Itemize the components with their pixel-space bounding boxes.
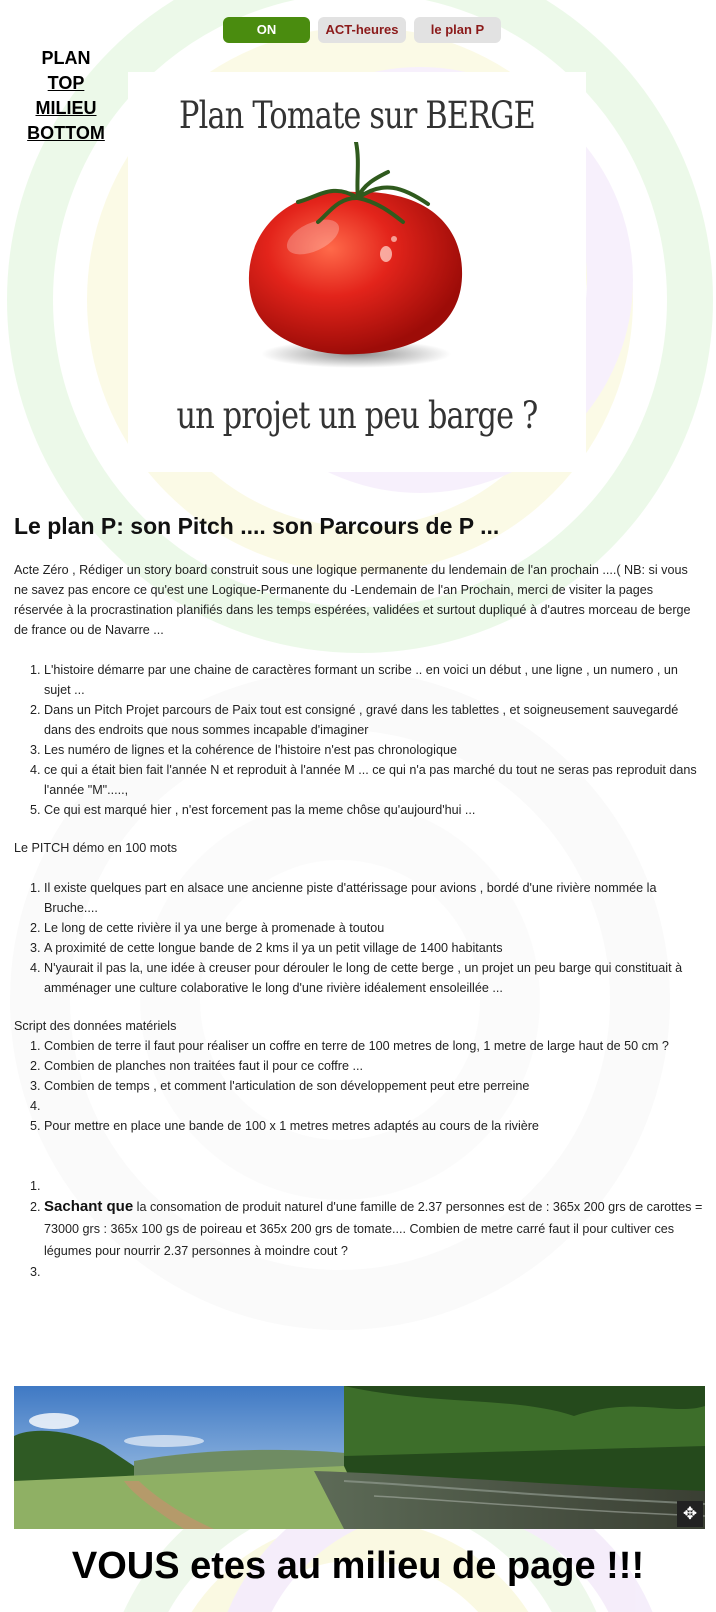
tomato-image (238, 142, 478, 402)
on-button[interactable]: ON (223, 17, 310, 43)
item-text: la consomation de produit naturel d'une famille de 2.37 personnes est de : 365x 200 grs de carottes = 73000 grs : 365x 100 gs de poireau et 365x 200 grs de tomate.... Combien de metre carré faut il pour cultiver ces légumes pour nourrir 2.37 personnes à moindre cout ? (44, 1200, 703, 1258)
side-navigation (14, 46, 118, 146)
bold-lead: Sachant que (44, 1198, 134, 1215)
list-item: 3. Combien de temps , et comment l'articulation de son développement peut etre perreine (44, 1076, 704, 1096)
script-list (14, 1036, 704, 1136)
landscape-image (14, 1386, 705, 1529)
list-item: 1. L'histoire démarre par une chaine de caractères formant un scribe .. en voici un début , une ligne , un numero , un sujet ... (44, 660, 704, 700)
list-item: 4. N'yaurait il pas la, une idée à creuser pour dérouler le long de cette berge , un projet un peu barge qui constituait à amménager une culture colaborative le long d'une rivière idéalement ensoleillée ... (44, 958, 704, 998)
story-list (14, 660, 704, 820)
needs-list (14, 1176, 704, 1282)
milieu-link[interactable]: MILIEU (35, 98, 97, 118)
list-item: 3. A proximité de cette longue bande de 2 kms il ya un petit village de 1400 habitants (44, 938, 704, 958)
list-item: 2. Dans un Pitch Projet parcours de Paix tout est consigné , gravé dans les tablettes , et soigneusement sauvegardé dans des endroits que nous sommes incapable d'imaginer (44, 700, 704, 740)
list-item: 1. Combien de terre il faut pour réaliser un coffre en terre de 100 metres de long, 1 metre de large haut de 50 cm ? (44, 1036, 704, 1056)
page-heading: Le plan P: son Pitch .... son Parcours de P ... (14, 513, 500, 539)
hero-image (128, 72, 586, 472)
list-item: 5. Pour mettre en place une bande de 100 x 1 metres metres adaptés au cours de la rivière (44, 1116, 704, 1136)
list-item: 1. Il existe quelques part en alsace une ancienne piste d'attérissage pour avions , bordé d'une rivière nommée la Bruche.... (44, 878, 704, 918)
hero-title: Plan Tomate sur BERGE (179, 94, 535, 137)
plan-label: PLAN (41, 48, 91, 68)
hero-subtitle: un projet un peu barge ? (176, 394, 538, 437)
list-item: 2. Combien de planches non traitées faut il pour ce coffre ... (44, 1056, 704, 1076)
list-item: 4. ce qui a était bien fait l'année N et reproduit à l'année M ... ce qui n'a pas marché du tout ne seras pas reproduit dans l'année "M"....., (44, 760, 704, 800)
plan-p-button[interactable]: le plan P (414, 17, 501, 43)
top-navigation (223, 17, 501, 43)
bottom-link[interactable]: BOTTOM (27, 123, 105, 143)
script-label: Script des données matériels (14, 1019, 177, 1033)
intro-paragraph: Acte Zéro , Rédiger un story board construit sous une logique permanente du lendemain de l'an prochain ....( NB: si vous ne savez pas encore ce qu'est une Logique-Permanente du -Lendemain de l'an Prochain, merci de visiter la pages réservée à la procrastination planifiés dans les temps espérées, validées et surtout dupliqué à d'autres morceau de berge de france ou de Navarre ... (14, 563, 691, 637)
list-item (44, 1196, 704, 1262)
act-heures-button[interactable]: ACT-heures (318, 17, 406, 43)
list-item: 2. Le long de cette rivière il ya une berge à promenade à toutou (44, 918, 704, 938)
river-photo (14, 1386, 705, 1529)
milieu-banner: VOUS etes au milieu de page !!! (71, 1545, 645, 1587)
list-item: 5. Ce qui est marqué hier , n'est forcement pas la meme chôse qu'aujourd'hui ... (44, 800, 704, 820)
list-item: 3. Les numéro de lignes et la cohérence de l'histoire n'est pas chronologique (44, 740, 704, 760)
pitch-list (14, 878, 704, 998)
list-item (44, 1096, 704, 1116)
list-item (44, 1262, 704, 1282)
pitch-label: Le PITCH démo en 100 mots (14, 841, 178, 855)
move-icon[interactable]: ✥ (677, 1501, 703, 1527)
main-content (14, 512, 704, 1300)
top-link[interactable]: TOP (47, 73, 85, 93)
list-item (44, 1176, 704, 1196)
